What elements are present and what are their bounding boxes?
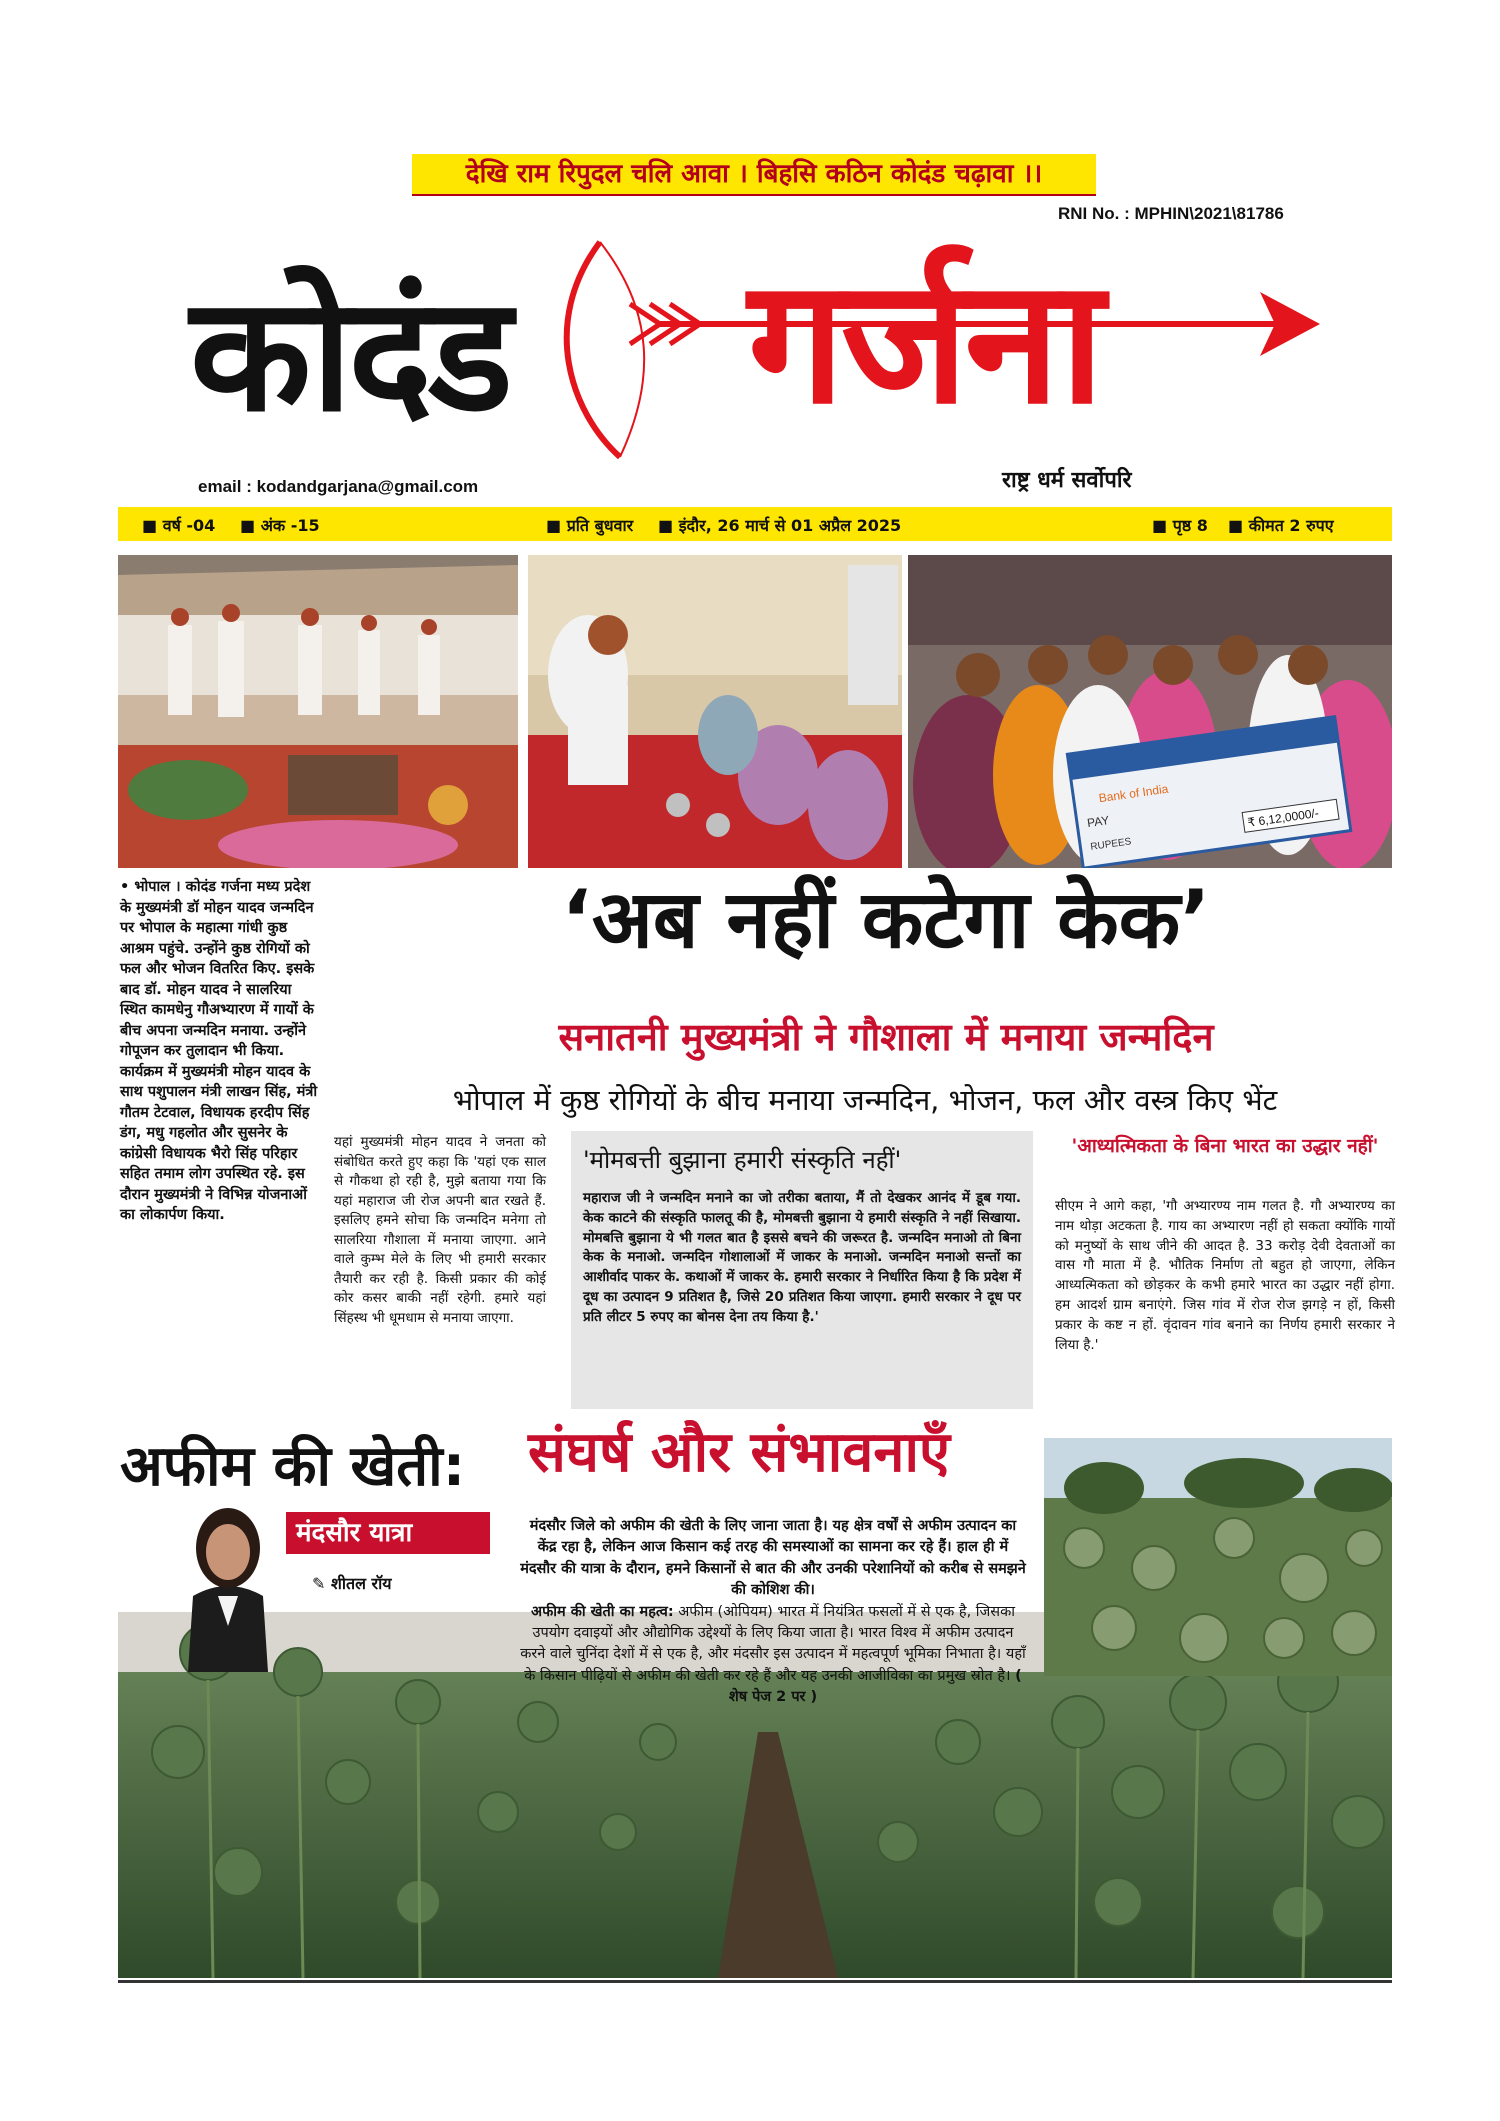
info-frequency: ■ प्रति बुधवार xyxy=(546,516,634,535)
column-4-title: 'आध्यत्मिकता के बिना भारत का उद्धार नहीं' xyxy=(1071,1135,1379,1157)
opium-title-red: संघर्ष और संभावनाएँ xyxy=(528,1420,950,1485)
opium-body xyxy=(520,1516,1026,1709)
photo-poppy-closeup xyxy=(1044,1438,1392,1676)
lead-deck: भोपाल में कुष्ठ रोगियों के बीच मनाया जन्मदिन, भोजन, फल और वस्त्र किए भेंट xyxy=(452,1083,1278,1117)
quote-box-body: महाराज जी ने जन्मदिन मनाने का जो तरीका बताया, मैं तो देखकर आनंद में डूब गया. केक काटने की संस्कृति फालतू की है, मोमबत्ती बुझाना ये हमारी संस्कृति ने नहीं सिखाया. मोमबत्ति बुझाना ये भी गलत बात है इससे बचने की जरूरत है. जन्मदिन मनाओ तो बिना केक के मनाओ. जन्मदिन गोशालाओं में जाकर के मनाओ. जन्मदिन मनाओ सन्तों का आशीर्वाद पाकर के. कथाओं में जाकर के. हमारी सरकार ने निर्धारित किया है कि प्रदेश में दूध का उत्पादन 9 प्रतिशत है, जिसे 20 प्रतिशत किया जाएगा. हमारी सरकार ने दूध पर प्रति लीटर 5 रुपए का बोनस देना तय किया है.' xyxy=(583,1190,1021,1325)
cheque-pay: PAY xyxy=(1086,813,1111,831)
opium-byline xyxy=(312,1572,392,1594)
info-year: ■ वर्ष -04 xyxy=(142,516,216,535)
info-bar xyxy=(118,507,1392,541)
photo-feeding-patients xyxy=(528,555,902,868)
opium-byline-name: शीतल रॉय xyxy=(330,1574,392,1593)
opium-continued: ( शेष पेज 2 पर ) xyxy=(728,1667,1022,1706)
reporter-photo xyxy=(168,1486,288,1672)
lead-column-2: यहां मुख्यमंत्री मोहन यादव ने जनता को संबोधित करते हुए कहा कि 'यहां एक साल से गौकथा हो रही है, मुझे बताया गया कि यहां महाराज जी रोज अपनी बात रखते हैं. इसलिए हमने सोचा कि जन्मदिन मनेगा तो सालरिया गौशाला में मनाया जाएगा. आने वाले कुम्भ मेले के लिए भी हमारी सरकार तैयारी कर रही है. किसी प्रकार की कोई कोर कसर बाकी नहीं रहेगी. हमारे यहां सिंहस्थ भी धूमधाम से मनाया जाएगा. xyxy=(334,1134,546,1326)
info-dateline: ■ इंदौर, 26 मार्च से 01 अप्रैल 2025 xyxy=(658,516,902,535)
info-issue: ■ अंक -15 xyxy=(240,516,320,535)
rni-number: RNI No. : MPHIN\2021\81786 xyxy=(1058,204,1284,223)
opium-para-2: अफीम (ओपियम) भारत में नियंत्रित फसलों में से एक है, जिसका उपयोग दवाइयों और औद्योगिक उद्देश्यों के लिए किया जाता है। भारत विश्व में अफीम उत्पादन करने वाले चुनिंदा देशों में से एक है, और मंदसौर इस उत्पादन में महत्वपूर्ण भूमिका निभाता है। यहाँ के किसान पीढ़ियों से अफीम की खेती कर रहे हैं और यह उनकी आजीविका का प्रमुख स्रोत है। xyxy=(520,1603,1026,1684)
info-pages: ■ पृष्ठ 8 xyxy=(1152,516,1208,535)
tagline-banner: देखि राम रिपुदल चलि आवा । बिहसि कठिन कोदंड चढ़ावा ।। xyxy=(412,154,1096,196)
pen-icon: ✎ xyxy=(312,1574,331,1593)
lead-column-4: सीएम ने आगे कहा, 'गौ अभ्यारण्य नाम गलत है. गौ अभ्यारण्य का नाम थोड़ा अटकता है. गाय का अभ्यारण नहीं हो सकता क्योंकि गायों को मनुष्यों के साथ जीने की आदत है. 33 करोड़ देवी देवताओं का वास गौ माता में है. भौतिक निर्माण तो बहुत हो जाएगा, लेकिन आध्यत्मिकता को छोड़कर के कभी हमारे भारत का उद्धार नहीं होगा. हम आदर्श ग्राम बनाएंगे. जिस गांव में रोज रोज झगड़े न हों, किसी प्रकार के कष्ट न हों. वृंदावन गांव बनाने का निर्णय हमारी सरकार ने लिया है.' xyxy=(1055,1198,1395,1353)
cheque-amount: ₹ 6,12,0000/- xyxy=(1246,805,1320,830)
photo-puja-ceremony xyxy=(118,555,518,868)
masthead-email[interactable]: email : kodandgarjana@gmail.com xyxy=(198,477,479,496)
lead-left-column: • भोपाल । कोदंड गर्जना मध्य प्रदेश के मुख्यमंत्री डॉ मोहन यादव जन्मदिन पर भोपाल के महात्मा गांधी कुष्ठ आश्रम पहुंचे. उन्होंने कुष्ठ रोगियों को फल और भोजन वितरित किए. इसके बाद डॉ. मोहन यादव ने सालरिया स्थित कामधेनु गौअभ्यारण में गायों के बीच अपना जन्मदिन मनाया. उन्होंने गोपूजन कर तुलादान भी किया. कार्यक्रम में मुख्यमंत्री मोहन यादव के साथ पशुपालन मंत्री लाखन सिंह, मंत्री गौतम टेटवाल, विधायक हरदीप सिंह डंग, मधु गहलोत और सुसनेर के कांग्रेसी विधायक भैरो सिंह परिहार सहित तमाम लोग उपस्थित रहे. इस दौरान मुख्यमंत्री ने विभिन्न योजनाओं का लोकार्पण किया. xyxy=(120,879,318,1223)
lead-headline: ‘अब नहीं कटेगा केक’ xyxy=(561,873,1211,966)
opium-para-2-label: अफीम की खेती का महत्व: xyxy=(531,1603,674,1620)
opium-para-1: मंदसौर जिले को अफीम की खेती के लिए जाना जाता है। यह क्षेत्र वर्षों से अफीम उत्पादन का केंद्र रहा है, लेकिन आज किसान कई तरह की समस्याओं का सामना कर रहे हैं। हाल ही में मंदसौर की यात्रा के दौरान, हमने किसानों से बात की और उनकी परेशानियों को करीब से समझने की कोशिश की। xyxy=(520,1518,1026,1599)
cheque-rupees: RUPEES xyxy=(1089,836,1133,853)
lead-subhead: सनातनी मुख्यमंत्री ने गौशाला में मनाया जन्मदिन xyxy=(558,1015,1214,1059)
photo-cheque-presentation xyxy=(908,555,1392,868)
quote-box xyxy=(571,1131,1033,1409)
masthead-title-left: कोदंड xyxy=(190,263,509,447)
masthead-title-right: गर्जना xyxy=(748,241,1101,442)
page-bottom-rule xyxy=(118,1980,1392,1983)
info-price: ■ कीमत 2 रुपए xyxy=(1228,516,1334,535)
quote-box-title: 'मोमबत्ती बुझाना हमारी संस्कृति नहीं' xyxy=(583,1146,902,1174)
opium-title-black: अफीम की खेती: xyxy=(120,1434,466,1499)
masthead-slogan: राष्ट्र धर्म सर्वोपरि xyxy=(1002,468,1132,493)
cheque-bank: Bank of India xyxy=(1097,781,1170,806)
opium-section-tag: मंदसौर यात्रा xyxy=(286,1512,490,1554)
